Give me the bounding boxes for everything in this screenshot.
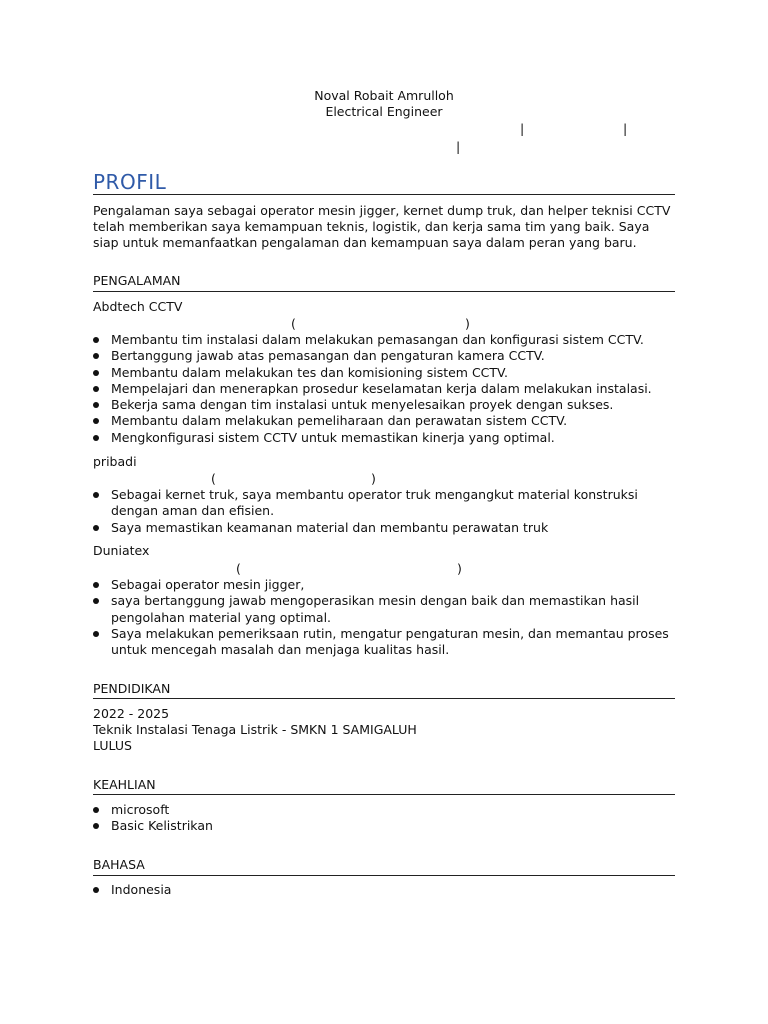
skills-list [93,802,675,835]
bullet-icon [93,337,99,343]
bullet-icon [93,807,99,813]
candidate-name: Noval Robait Amrulloh [314,88,454,103]
list-item: Bertanggung jawab atas pemasangan dan pengaturan kamera CCTV. [93,348,675,364]
list-item: Sebagai operator mesin jigger, [93,577,675,593]
education-program: Teknik Instalasi Tenaga Listrik - SMKN 1 SAMIGALUH [93,722,417,737]
experience-divider [93,291,675,292]
bullet-icon [93,631,99,637]
list-item: Membantu dalam melakukan tes dan komisioning sistem CCTV. [93,365,675,381]
candidate-title: Electrical Engineer [325,104,443,119]
bullet-icon [93,370,99,376]
job-date-close-paren: ) [371,471,376,486]
profile-divider [93,194,675,195]
list-item: Mengkonfigurasi sistem CCTV untuk memastikan kinerja yang optimal. [93,430,675,446]
list-item: Sebagai kernet truk, saya membantu operator truk mengangkut material konstruksi dengan aman dan efisien. [93,487,675,520]
bullet-icon [93,823,99,829]
bullet-icon [93,887,99,893]
job-bullet-list [93,332,675,446]
contact-separator: | [520,121,525,136]
languages-list [93,882,675,898]
list-item: Saya memastikan keamanan material dan membantu perawatan truk [93,520,675,536]
job-bullet-list [93,577,675,658]
experience-heading: PENGALAMAN [93,273,181,288]
contact-separator: | [623,121,628,136]
list-item: Indonesia [93,882,675,898]
job-date-close-paren: ) [465,316,470,331]
list-item: microsoft [93,802,675,818]
bullet-icon [93,353,99,359]
job-company: pribadi [93,454,137,469]
bullet-icon [93,492,99,498]
bullet-icon [93,402,99,408]
profile-text: Pengalaman saya sebagai operator mesin jigger, kernet dump truk, dan helper teknisi CCTV telah memberikan saya kemampuan teknis, logistik, dan kerja sama tim yang baik. Saya siap untuk memanfaatkan pengalaman dan kemampuan saya dalam peran yang baru. [93,203,671,250]
list-item: Basic Kelistrikan [93,818,675,834]
job-date-open-paren: ( [211,471,216,486]
list-item: Saya melakukan pemeriksaan rutin, mengatur pengaturan mesin, dan memantau proses untuk mencegah masalah dan menjaga kualitas hasil. [93,626,675,659]
list-item: Membantu dalam melakukan pemeliharaan dan perawatan sistem CCTV. [93,413,675,429]
languages-heading: BAHASA [93,857,145,872]
profile-heading: PROFIL [93,170,167,194]
job-company: Duniatex [93,543,150,558]
bullet-icon [93,386,99,392]
list-item: Bekerja sama dengan tim instalasi untuk menyelesaikan proyek dengan sukses. [93,397,675,413]
job-date-open-paren: ( [291,316,296,331]
job-date-close-paren: ) [457,561,462,576]
skills-divider [93,794,675,795]
bullet-icon [93,598,99,604]
list-item: saya bertanggung jawab mengoperasikan mesin dengan baik dan memastikan hasil pengolahan material yang optimal. [93,593,675,626]
education-status: LULUS [93,738,132,753]
contact-separator: | [456,139,461,154]
job-bullet-list [93,487,675,536]
list-item: Mempelajari dan menerapkan prosedur keselamatan kerja dalam melakukan instalasi. [93,381,675,397]
job-company: Abdtech CCTV [93,299,183,314]
languages-divider [93,875,675,876]
bullet-icon [93,525,99,531]
education-heading: PENDIDIKAN [93,681,171,696]
skills-heading: KEAHLIAN [93,777,156,792]
job-date-open-paren: ( [236,561,241,576]
bullet-icon [93,435,99,441]
bullet-icon [93,418,99,424]
education-divider [93,698,675,699]
bullet-icon [93,582,99,588]
education-years: 2022 - 2025 [93,706,170,721]
list-item: Membantu tim instalasi dalam melakukan pemasangan dan konfigurasi sistem CCTV. [93,332,675,348]
